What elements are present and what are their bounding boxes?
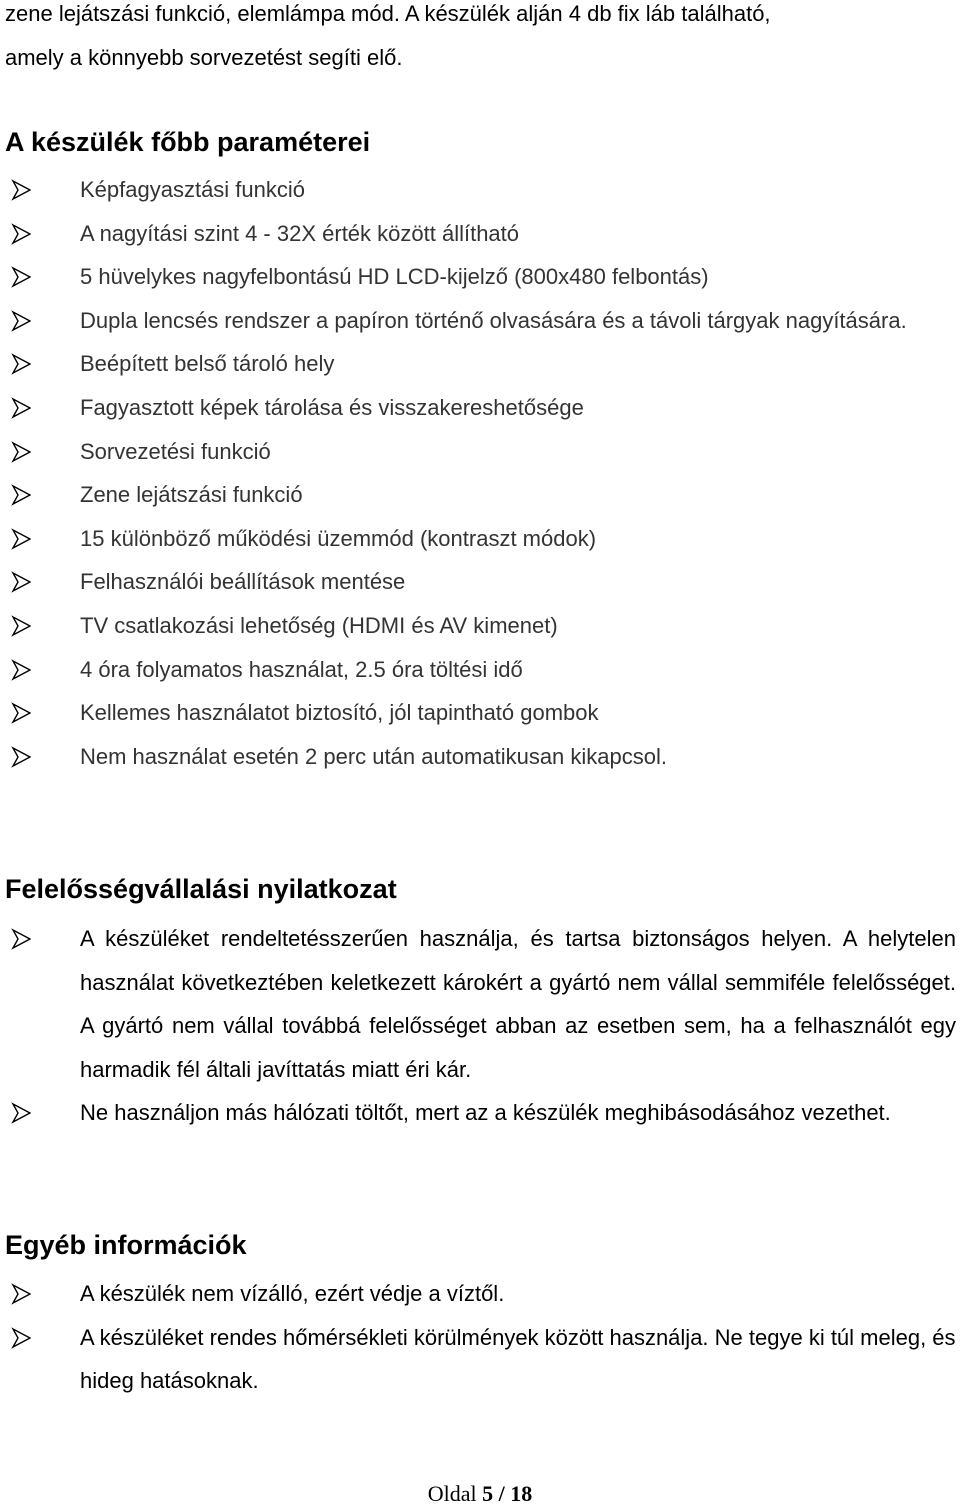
list-item-text: TV csatlakozási lehetőség (HDMI és AV kimenet) — [80, 612, 558, 638]
arrowhead-bullet-icon — [11, 484, 31, 506]
arrowhead-bullet-icon — [11, 746, 31, 768]
section-heading-disclaimer: Felelősségvállalási nyilatkozat — [5, 874, 397, 904]
arrowhead-bullet-icon — [11, 528, 31, 550]
list-item — [0, 255, 960, 299]
current-page: 5 — [482, 1481, 494, 1506]
list-item — [0, 560, 960, 604]
list-item-text: Kellemes használatot biztosító, jól tapintható gombok — [80, 700, 599, 726]
list-item-text: 5 hüvelykes nagyfelbontású HD LCD-kijelző (800x480 felbontás) — [80, 264, 709, 290]
list-item — [0, 473, 960, 517]
arrowhead-bullet-icon — [11, 441, 31, 463]
params-list — [0, 168, 960, 778]
list-item — [0, 691, 960, 735]
list-item-text: Ne használjon más hálózati töltőt, mert az a készülék meghibásodásához vezethet. — [80, 1100, 891, 1126]
arrowhead-bullet-icon — [11, 1283, 31, 1305]
page-number-footer — [0, 1479, 960, 1509]
total-pages: 18 — [510, 1481, 533, 1506]
list-item-text: Felhasználói beállítások mentése — [80, 569, 406, 595]
intro-paragraph — [5, 0, 955, 80]
section-heading-params: A készülék főbb paraméterei — [5, 127, 371, 157]
list-item-text: 4 óra folyamatos használat, 2.5 óra töltési idő — [80, 656, 523, 682]
other-info-list — [0, 1272, 960, 1403]
list-item — [0, 1272, 960, 1316]
list-item — [0, 604, 960, 648]
page-label: Oldal — [427, 1481, 477, 1506]
list-item-text: Zene lejátszási funkció — [80, 482, 303, 508]
list-item — [0, 299, 960, 343]
page-separator: / — [498, 1481, 505, 1506]
list-item — [0, 648, 960, 692]
list-item-text: Képfagyasztási funkció — [80, 177, 306, 202]
list-item-text: Sorvezetési funkció — [80, 438, 271, 464]
arrowhead-bullet-icon — [11, 397, 31, 419]
list-item-text: Dupla lencsés rendszer a papíron történő olvasására és a távoli tárgyak nagyítására. — [80, 307, 907, 333]
arrowhead-bullet-icon — [11, 179, 31, 201]
arrowhead-bullet-icon — [11, 1102, 31, 1124]
arrowhead-bullet-icon — [11, 1327, 31, 1349]
list-item — [0, 917, 960, 1091]
list-item — [0, 212, 960, 256]
list-item-text: Fagyasztott képek tárolása és visszakereshetősége — [80, 394, 584, 420]
arrowhead-bullet-icon — [11, 659, 31, 681]
arrowhead-bullet-icon — [11, 702, 31, 724]
arrowhead-bullet-icon — [11, 310, 31, 332]
list-item — [0, 342, 960, 386]
list-item-text: 15 különböző működési üzemmód (kontraszt módok) — [80, 525, 597, 551]
arrowhead-bullet-icon — [11, 223, 31, 245]
list-item — [0, 517, 960, 561]
disclaimer-list — [0, 917, 960, 1135]
arrowhead-bullet-icon — [11, 615, 31, 637]
list-item-text: A készülék nem vízálló, ezért védje a víztől. — [80, 1281, 505, 1306]
arrowhead-bullet-icon — [11, 571, 31, 593]
list-item-text: A készüléket rendeltetésszerűen használja, és tartsa biztonságos helyen. A helytelen használat következtében keletkezett károkért a gyártó nem vállal semmiféle felelősséget. A gyártó nem vállal továbbá felelősséget abban az esetben sem, ha a felhasználót egy harmadik fél általi javíttatás miatt éri kár. — [80, 926, 956, 1082]
list-item-text: A készüléket rendes hőmérsékleti körülmények között használja. Ne tegye ki túl meleg, és hideg hatásoknak. — [80, 1324, 956, 1394]
arrowhead-bullet-icon — [11, 353, 31, 375]
list-item — [0, 386, 960, 430]
list-item-text: Beépített belső tároló hely — [80, 351, 335, 377]
list-item-text: A nagyítási szint 4 - 32X érték között állítható — [80, 220, 520, 246]
list-item — [0, 168, 960, 212]
arrowhead-bullet-icon — [11, 928, 31, 950]
arrowhead-bullet-icon — [11, 266, 31, 288]
list-item — [0, 735, 960, 779]
list-item — [0, 430, 960, 474]
section-heading-other: Egyéb információk — [5, 1230, 247, 1260]
list-item — [0, 1091, 960, 1135]
list-item — [0, 1316, 960, 1403]
list-item-text: Nem használat esetén 2 perc után automatikusan kikapcsol. — [80, 743, 667, 769]
intro-line-2: amely a könnyebb sorvezetést segíti elő. — [5, 45, 403, 70]
intro-line-1: zene lejátszási funkció, elemlámpa mód. A készülék alján 4 db fix láb található, — [5, 1, 771, 26]
